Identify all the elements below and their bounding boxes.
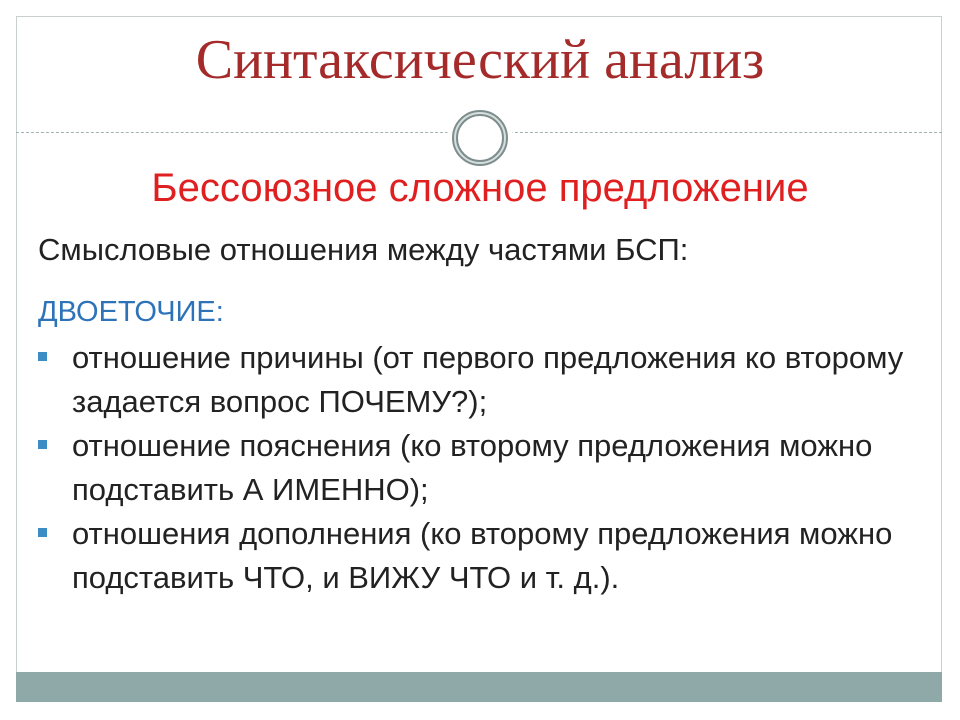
list-item-text: отношения дополнения (ко второму предложения можно подставить ЧТО, и ВИЖУ ЧТО и т. д.). bbox=[72, 516, 893, 595]
slide-title: Синтаксический анализ bbox=[195, 29, 765, 91]
list-item bbox=[38, 512, 918, 600]
footer-bar bbox=[16, 672, 942, 702]
list-item bbox=[38, 424, 918, 512]
square-bullet-icon bbox=[38, 352, 47, 361]
bullet-list bbox=[38, 336, 918, 600]
square-bullet-icon bbox=[38, 440, 47, 449]
intro-text: Смысловые отношения между частями БСП: bbox=[38, 232, 689, 267]
slide-subtitle: Бессоюзное сложное предложение bbox=[151, 166, 809, 210]
square-bullet-icon bbox=[38, 528, 47, 537]
list-item bbox=[38, 336, 918, 424]
list-item-text: отношение пояснения (ко второму предложения можно подставить А ИМЕННО); bbox=[72, 428, 873, 507]
list-item-text: отношение причины (от первого предложения ко второму задается вопрос ПОЧЕМУ?); bbox=[72, 340, 904, 419]
section-heading: ДВОЕТОЧИЕ: bbox=[38, 296, 224, 328]
